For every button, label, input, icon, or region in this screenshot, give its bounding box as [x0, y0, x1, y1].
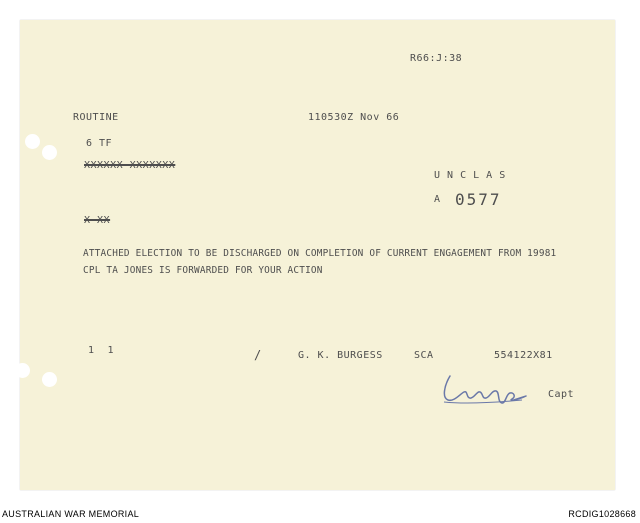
originator-office: SCA: [414, 350, 434, 361]
originator-phone: 554122X81: [494, 350, 553, 361]
serial-prefix: A: [434, 194, 441, 205]
serial-number: 0577: [455, 190, 502, 209]
separator-slash: /: [254, 348, 262, 362]
message-body-line-2: CPL TA JONES IS FORWARDED FOR YOUR ACTION: [83, 265, 323, 276]
struck-mark: X XX: [84, 215, 111, 226]
punch-hole-top-2: [42, 145, 57, 160]
message-body-line-1: ATTACHED ELECTION TO BE DISCHARGED ON COMPLETION OF CURRENT ENGAGEMENT FROM 19981: [83, 248, 557, 259]
date-time-group: 110530Z Nov 66: [308, 112, 400, 123]
punch-hole-top-1: [25, 134, 40, 149]
copies-count: 1 1: [88, 345, 115, 356]
precedence: ROUTINE: [73, 112, 119, 123]
footer-record-id: RCDIG1028668: [568, 509, 636, 519]
reference-code: R66:J:38: [410, 53, 463, 64]
signatory-rank: Capt: [548, 389, 575, 400]
punch-hole-bottom-2: [42, 372, 57, 387]
footer-institution: AUSTRALIAN WAR MEMORIAL: [2, 509, 140, 519]
originator-name: G. K. BURGESS: [298, 350, 383, 361]
handwritten-signature: [440, 372, 530, 408]
addressee: 6 TF: [86, 138, 113, 149]
classification: U N C L A S: [434, 170, 506, 181]
struck-address: XXXXXX XXXXXXX: [84, 160, 176, 171]
punch-hole-bottom-1: [15, 363, 30, 378]
